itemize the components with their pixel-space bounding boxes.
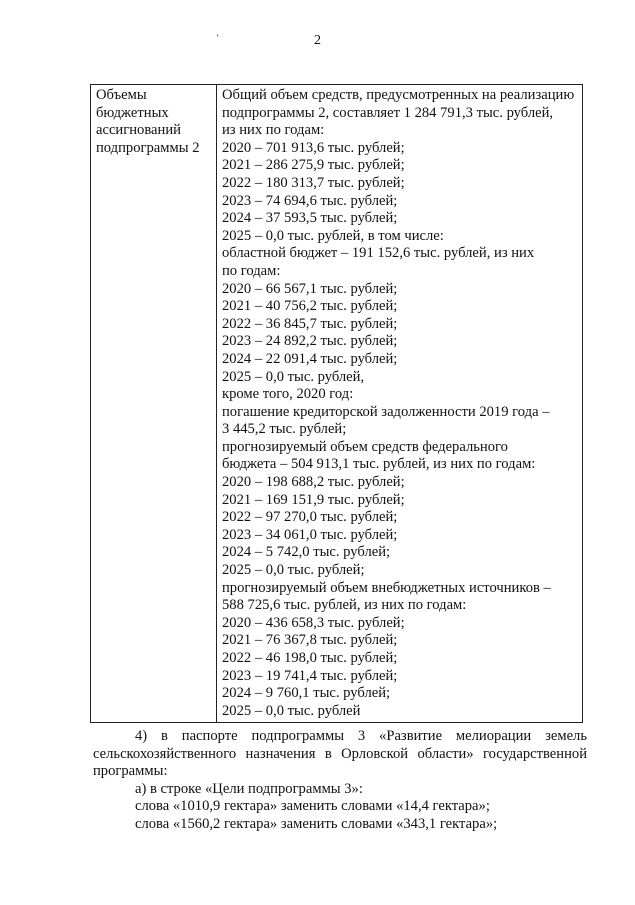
table-row [91,85,583,723]
content-line: подпрограммы 2, составляет 1 284 791,3 тыс. рублей, [222,104,554,121]
content-line: 588 725,6 тыс. рублей, из них по годам: [222,597,467,614]
content-line: 2023 – 34 061,0 тыс. рублей; [222,526,398,543]
label-line: подпрограммы 2 [96,139,200,156]
content-line: 2020 – 701 913,6 тыс. рублей; [222,139,405,156]
label-line: бюджетных [96,104,169,121]
content-line: из них по годам: [222,122,325,139]
content-line: 2021 – 286 275,9 тыс. рублей; [222,157,405,174]
subitem-a: а) в строке «Цели подпрограммы 3»: [135,780,363,797]
content-line: погашение кредиторской задолженности 2019 года – [222,403,550,420]
content-line: 2024 – 9 760,1 тыс. рублей; [222,685,391,702]
content-line: 2021 – 76 367,8 тыс. рублей; [222,632,398,649]
content-line: областной бюджет – 191 152,6 тыс. рублей, из них [222,245,535,262]
content-line: 2020 – 436 658,3 тыс. рублей; [222,614,405,631]
amendment-text [93,728,590,834]
content-line: 2021 – 169 151,9 тыс. рублей; [222,491,405,508]
paragraph-first-line: 4) в паспорте подпрограммы 3 «Развитие мелиорации земель [135,728,587,744]
paragraph-rest: сельскохозяйственного назначения в Орловской области» государственной программы: [93,745,587,780]
content-line: 2022 – 180 313,7 тыс. рублей; [222,174,405,191]
content-line: 3 445,2 тыс. рублей; [222,421,347,438]
content-line: 2020 – 66 567,1 тыс. рублей; [222,280,398,297]
label-line: Объемы [96,87,147,103]
table-label-cell [91,85,217,723]
label-line: ассигнований [96,122,181,139]
content-line: 2025 – 0,0 тыс. рублей [222,702,361,719]
content-line: бюджета – 504 913,1 тыс. рублей, из них по годам: [222,456,536,473]
content-line: прогнозируемый объем внебюджетных источников – [222,579,551,596]
content-line: 2023 – 19 741,4 тыс. рублей; [222,667,398,684]
content-line: 2020 – 198 688,2 тыс. рублей; [222,474,405,491]
content-line: по годам: [222,262,281,279]
content-line: 2024 – 37 593,5 тыс. рублей; [222,210,398,227]
page-number: 2 [314,33,321,48]
content-line: 2022 – 46 198,0 тыс. рублей; [222,650,398,666]
content-line: 2025 – 0,0 тыс. рублей; [222,562,365,579]
budget-table [90,84,583,723]
amendment-paragraph [93,728,587,781]
content-line: 2022 – 97 270,0 тыс. рублей; [222,509,398,526]
content-line: 2025 – 0,0 тыс. рублей, в том числе: [222,227,444,244]
content-line: 2024 – 5 742,0 тыс. рублей; [222,544,391,561]
content-line: 2023 – 24 892,2 тыс. рублей; [222,333,398,350]
content-line: кроме того, 2020 год: [222,386,354,403]
content-line: Общий объем средств, предусмотренных на реализацию [222,87,575,103]
content-line: 2024 – 22 091,4 тыс. рублей; [222,350,398,367]
subitem-a-line-1: слова «1010,9 гектара» заменить словами «14,4 гектара»; [135,798,490,815]
content-line: 2023 – 74 694,6 тыс. рублей; [222,192,398,209]
content-line: прогнозируемый объем средств федерального [222,438,508,455]
content-line: 2021 – 40 756,2 тыс. рублей; [222,298,398,315]
content-line: 2022 – 36 845,7 тыс. рублей; [222,315,398,332]
subitem-a-line-2: слова «1560,2 гектара» заменить словами «343,1 гектара»; [135,815,498,832]
table-content-cell [217,85,583,723]
stray-mark: ‘ [216,33,220,44]
content-line: 2025 – 0,0 тыс. рублей, [222,368,365,385]
